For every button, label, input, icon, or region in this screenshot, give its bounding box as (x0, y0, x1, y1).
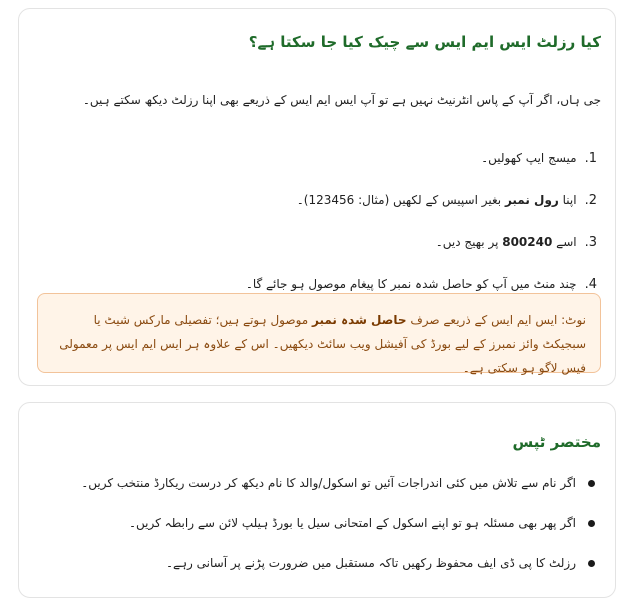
tip-item (39, 463, 595, 503)
step-item (37, 137, 597, 179)
steps-list (37, 137, 597, 305)
tips-card (18, 402, 616, 598)
tips-list (39, 463, 595, 583)
bullet-icon (588, 480, 595, 487)
tip-item (39, 543, 595, 583)
note-text: موصول ہوتے ہیں؛ تفصیلی مارکس شیٹ یا سبجیکٹ وائز نمبرز کے لیے بورڈ کی آفیشل ویب سائٹ دیکھیں۔ اس کے علاوہ ہر ایس ایم ایس پر معمولی فیس لاگو ہو سکتی ہے۔ (59, 313, 586, 375)
tip-item (39, 503, 595, 543)
step-bold: 800240 (502, 235, 553, 249)
note-bold: حاصل شدہ نمبر (312, 313, 407, 327)
step-text-part: چند منٹ میں آپ کو حاصل شدہ نمبر کا پیغام موصول ہو جائے گا۔ (245, 277, 577, 291)
tips-title: مختصر ٹپس (512, 433, 601, 451)
bullet-icon (588, 560, 595, 567)
bullet-icon (588, 520, 595, 527)
tip-text: اگر پھر بھی مسئلہ ہو تو اپنے اسکول کے امتحانی سیل یا بورڈ ہیلپ لائن سے رابطہ کریں۔ (129, 516, 576, 530)
note-text: نوٹ: ایس ایم ایس کے ذریعے صرف (406, 313, 586, 327)
tip-text: رزلٹ کا پی ڈی ایف محفوظ رکھیں تاکہ مستقبل میں ضرورت پڑنے پر آسانی رہے۔ (165, 556, 576, 570)
step-number: 3. (584, 234, 597, 250)
step-text (297, 193, 577, 207)
step-item (37, 221, 597, 263)
step-text (481, 151, 576, 165)
section-title: کیا رزلٹ ایس ایم ایس سے چیک کیا جا سکتا ہے؟ (248, 33, 601, 51)
step-number: 4. (584, 276, 597, 292)
step-number: 1. (584, 150, 597, 166)
step-number: 2. (584, 192, 597, 208)
step-bold: رول نمبر (504, 193, 559, 207)
step-item (37, 179, 597, 221)
step-text-part: اسے (552, 235, 577, 249)
step-text (246, 277, 577, 291)
note-box (37, 293, 601, 373)
step-text-part: اپنا (558, 193, 577, 207)
sms-result-card (18, 8, 616, 386)
tip-text: اگر نام سے تلاش میں کئی اندراجات آئیں تو اسکول/والد کا نام دیکھ کر درست ریکارڈ منتخب کریں۔ (81, 476, 576, 490)
step-text-part: پر بھیج دیں۔ (435, 235, 503, 249)
step-text-part: بغیر اسپیس کے لکھیں (مثال: 123456)۔ (296, 193, 505, 207)
step-text (436, 235, 577, 249)
intro-text: جی ہاں، اگر آپ کے پاس انٹرنیٹ نہیں ہے تو آپ ایس ایم ایس کے ذریعے بھی اپنا رزلٹ دیکھ سکتے ہیں۔ (82, 93, 601, 107)
step-text-part: میسج ایپ کھولیں۔ (481, 151, 577, 165)
